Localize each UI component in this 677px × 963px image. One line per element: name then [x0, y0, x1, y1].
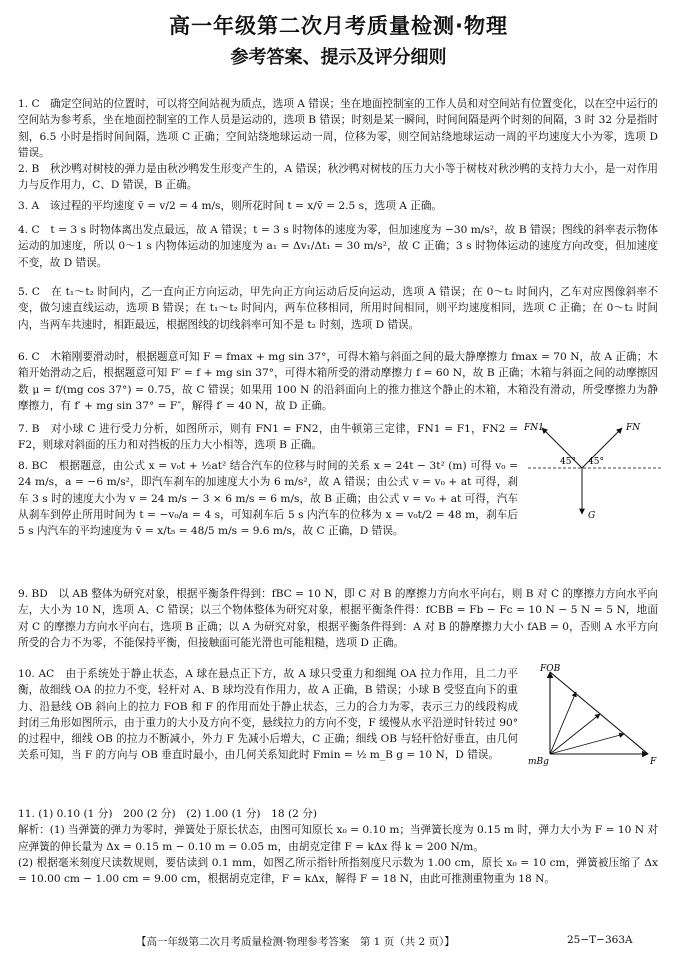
- answer-q8: 8. BC 根据题意，由公式 x = v₀t + ½at² 结合汽车的位移与时间的关系 x = 24t − 3t² (m) 可得 v₀ = 24 m/s，a = −6 m/s²，即汽车刹车的加速度大小为 6 m/s²，故 A 错误；由公式 v = v₀ + at 可得，刹车 3 s 时的速度大小为 v = 24 m/s − 3 × 6 m/s = 6 m/s，故 B 正确；由公式 v = v₀ + at 可得，汽车从刹车到停止所用时间为 t = −v₀/a = 4 s，可知刹车后 5 s 内汽车的位移为 x = v₀t/2 = 48 m，刹车后 5 s 内汽车的平均速度为 v̄ = x/t₅ = 48/5 m/s = 9.6 m/s，故 C 正确，D 错误。: [18, 460, 518, 538]
- footer-code: 25−T−363A: [567, 934, 633, 946]
- answer-q1: 1. C 确定空间站的位置时，可以将空间站视为质点，选项 A 错误；坐在地面控制室的工作人员和对空间站有位置变化，以在空中运行的空间站为参考系，坐在地面控制室的工作人员是运动的，选项 B 错误；时刻是某一瞬间，时间间隔是两个时刻的间隔，3 时 32 分是指时刻，6.5 小时是指时间间隔，选项 C 正确；空间站绕地球运动一周，位移为零，则空间站绕地球运动一周的平均速度大小为零，选项 D 错误。: [18, 98, 658, 159]
- footer-center: 【高一年级第二次月考质量检测·物理参考答案 第 1 页（共 2 页）】: [136, 936, 455, 948]
- answer-q3: 3. A 该过程的平均速度 v̄ = v/2 = 4 m/s，则所花时间 t = x/v̄ = 2.5 s，选项 A 正确。: [18, 200, 443, 212]
- angle-right: 45°: [588, 457, 604, 467]
- force-triangle-q10: [528, 662, 668, 768]
- answer-q11: 11. (1) 0.10 (1 分) 200 (2 分) (2) 1.00 (1 分) 18 (2 分) 解析：(1) 当弹簧的弹力为零时，弹簧处于原长状态，由图可知原长 x₀ = 0.10 m；当弹簧长度为 0.15 m 时，弹力大小为 F = 10 N 对应弹簧的伸长量为 Δx = 0.15 m − 0.10 m = 0.05 m，由胡克定律 F = kΔx 得 k = 200 N/m。 (2) 根据毫米刻度尺读数规则，要估读到 0.1 mm，如图乙所示指针所指刻度尺示数为 1.00 cm，原长 x₀ = 10 cm，弹簧被压缩了 Δx = 10.00 cm − 1.00 cm = 9.00 cm，根据胡克定律，F = kΔx，解得 F = 18 N，由此可推测重物重为 18 N。: [18, 808, 658, 886]
- answer-q2: 2. B 秋沙鸭对树枝的弹力是由秋沙鸭发生形变产生的，A 错误；秋沙鸭对树枝的压力大小等于树枝对秋沙鸭的支持力大小，是一对作用力与反作用力，C、D 错误，B 正确。: [18, 163, 658, 192]
- page-title: 高一年级第二次月考质量检测·物理: [169, 14, 508, 38]
- answer-q4: 4. C t = 3 s 时物体离出发点最远，故 A 错误；t = 3 s 时物体的速度为零，但加速度为 −30 m/s²，故 B 错误；图线的斜率表示物体运动的加速度，所以 0～1 s 内物体运动的加速度为 a₁ = Δv₁/Δt₁ = 30 m/s²，故 C 正确；3 s 时物体运动的速度方向改变，但加速度不变，故 D 错误。: [18, 224, 658, 269]
- force-diagram-q7: [520, 418, 670, 528]
- label-fn: FN: [626, 423, 641, 433]
- page-subtitle: 参考答案、提示及评分细则: [230, 47, 447, 68]
- label-fob: FOB: [540, 664, 561, 674]
- answer-q10: 10. AC 由于系统处于静止状态，A 球在悬点正下方，故 A 球只受重力和细绳 OA 拉力作用，且二力平衡，故细线 OA 的拉力不变，轻杆对 A、B 球均没有作用力，故 A 正确，B 错误；小球 B 受竖直向下的重力、沿悬线 OB 斜向上的拉力 FOB 和 F 的作用而处于静止状态，三力的合力为零，表示三力的线段构成封闭三角形如图所示，由于重力的大小及方向不变，悬线拉力的方向不变，F 缓慢从水平沿逆时针转过 90° 的过程中，细线 OB 的拉力不断减小，外力 F 先减小后增大，C 正确；细线 OB 与轻杆恰好垂直，由几何关系可知，当 F 的方向与 OB 垂直时最小，由几何关系知此时 Fmin = ½ m_B g = 10 N，D 错误。: [18, 668, 518, 762]
- label-fn1: FN1: [524, 423, 544, 433]
- label-mbg: mBg: [528, 757, 549, 767]
- answer-q6: 6. C 木箱刚要滑动时，根据题意可知 F = fmax + mg sin 37°，可得木箱与斜面之间的最大静摩擦力 fmax = 70 N，故 A 正确；木箱开始滑动之后，根据题意可知 F′ = f + mg sin 37°，可得木箱所受的滑动摩擦力 f = 60 N，故 B 正确；木箱与斜面之间的动摩擦因数 μ = f/(mg cos 37°) = 0.75，故 C 错误；如果用 100 N 的沿斜面向上的推力推这个静止的木箱，木箱没有滑动，所受摩擦力为静摩擦力，有 f′ + mg sin 37° = F″，解得 f′ = 40 N，故 D 正确。: [18, 351, 658, 412]
- answer-q5: 5. C 在 t₁～t₂ 时间内，乙一直向正方向运动，甲先向正方向运动后反向运动，选项 A 错误；在 0～t₂ 时间内，乙车对应图像斜率不变，做匀速直线运动，选项 B 错误；在 t₁～t₂ 时间内，两车位移相同，所用时间相同，则平均速度相同，选项 C 正确；在 0～t₂ 时间内，当两车共速时，相距最远，根据图线的切线斜率可知不是 t₂ 时刻，选项 D 错误。: [18, 286, 658, 331]
- label-g: G: [588, 511, 596, 521]
- answer-q7: 7. B 对小球 C 进行受力分析，如图所示，则有 FN1 = FN2，由牛顿第三定律，FN1 = F1，FN2 = F2，则球对斜面的压力和对挡板的压力大小相等，选项 B 正确。: [18, 423, 518, 452]
- answer-q9: 9. BD 以 AB 整体为研究对象，根据平衡条件得到：fBC = 10 N，即 C 对 B 的摩擦力方向水平向右，则 B 对 C 的摩擦力方向水平向左，大小为 10 N，选项 A、C 错误；以三个物体整体为研究对象，根据平衡条件得：fCBB = Fb − Fc = 10 N − 5 N = 5 N，地面对 C 的摩擦力方向水平向右，选项 B 正确；以 A 为研究对象，根据平衡条件得到：A 对 B 的静摩擦力大小 fAB = 0，否则 A 水平方向所受的合力不为零，不能保持平衡，但接触面可能光滑也可能粗糙，选项 D 正确。: [18, 588, 658, 649]
- label-f: F: [650, 757, 657, 767]
- angle-left: 45°: [560, 457, 576, 467]
